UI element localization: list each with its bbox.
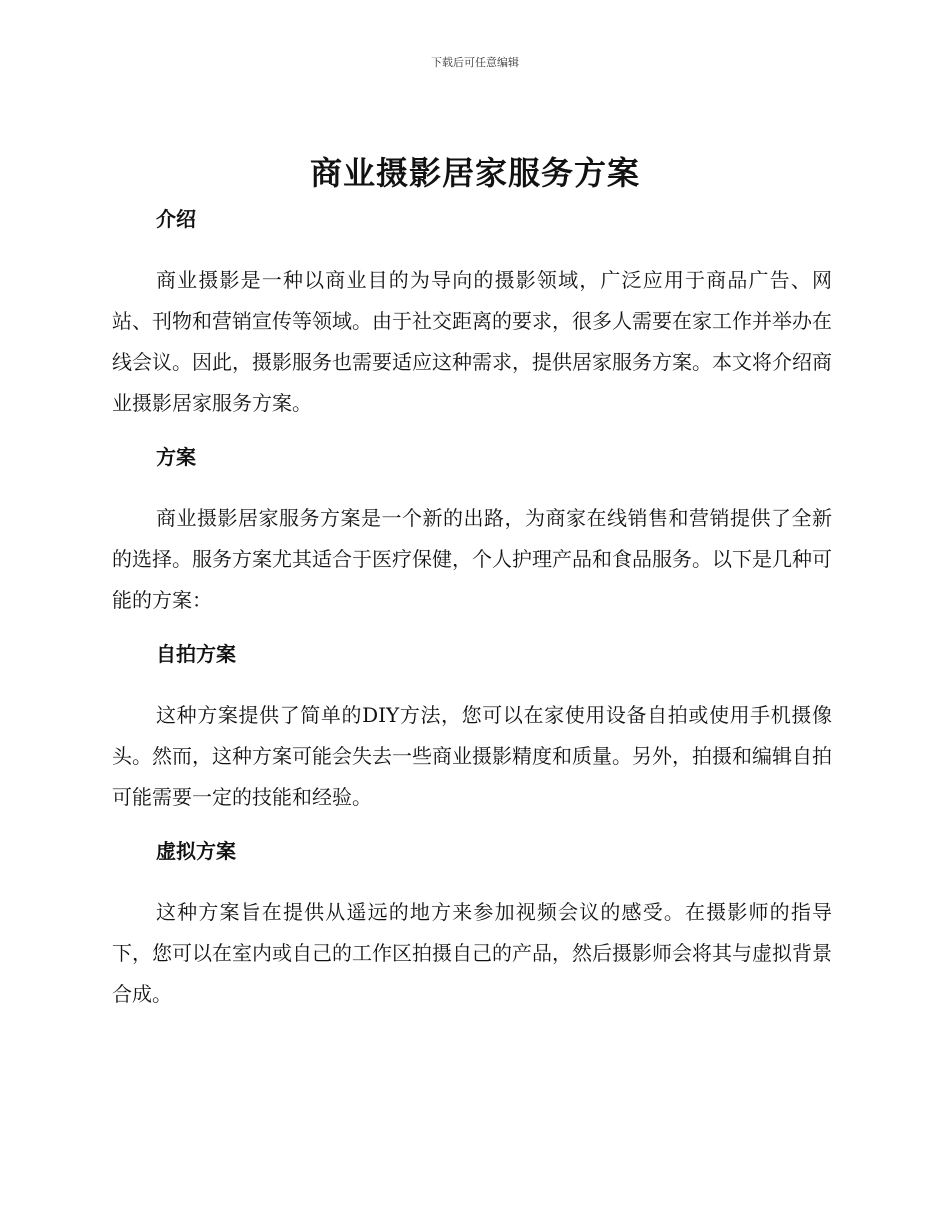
section-paragraph-virtual: 这种方案旨在提供从遥远的地方来参加视频会议的感受。在摄影师的指导下，您可以在室内或自己的工作区拍摄自己的产品，然后摄影师会将其与虚拟背景合成。 — [112, 900, 832, 1006]
section-heading-virtual: 虚拟方案 — [156, 839, 236, 863]
section-heading-selfie: 自拍方案 — [156, 642, 236, 666]
section-paragraph-plan: 商业摄影居家服务方案是一个新的出路，为商家在线销售和营销提供了全新的选择。服务方案尤其适合于医疗保健，个人护理产品和食品服务。以下是几种可能的方案： — [112, 506, 832, 612]
section-heading-plan: 方案 — [156, 445, 196, 469]
document-body — [112, 204, 832, 1015]
section-heading-intro: 介绍 — [156, 207, 196, 231]
page-header-note: 下载后可任意编辑 — [431, 56, 519, 69]
document-title: 商业摄影居家服务方案 — [309, 154, 640, 192]
section-paragraph-intro: 商业摄影是一种以商业目的为导向的摄影领域，广泛应用于商品广告、网站、刊物和营销宣传等领域。由于社交距离的要求，很多人需要在家工作并举办在线会议。因此，摄影服务也需要适应这种需求，提供居家服务方案。本文将介绍商业摄影居家服务方案。 — [112, 268, 832, 415]
section-paragraph-selfie: 这种方案提供了简单的DIY方法，您可以在家使用设备自拍或使用手机摄像头。然而，这种方案可能会失去一些商业摄影精度和质量。另外，拍摄和编辑自拍可能需要一定的技能和经验。 — [112, 703, 832, 809]
